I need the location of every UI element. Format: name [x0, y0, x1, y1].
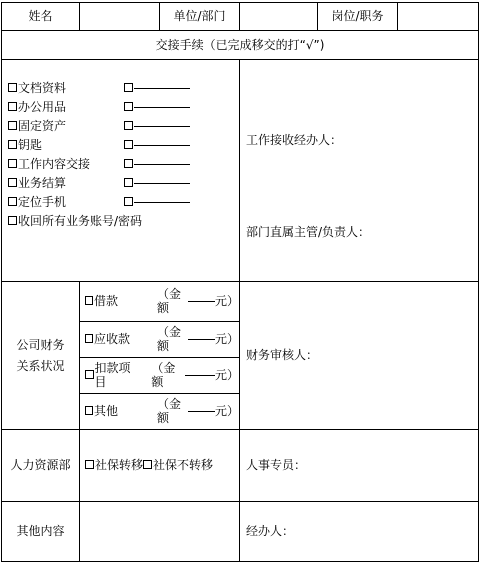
blank-line[interactable] [134, 202, 190, 203]
blank-line[interactable] [134, 145, 190, 146]
checklist-item [2, 79, 239, 98]
checklist-item-label: 办公用品 [18, 100, 67, 115]
social-insurance-no-transfer: 社保不转移 [153, 458, 214, 473]
checkbox-icon[interactable] [124, 83, 133, 92]
checklist-item [2, 98, 239, 117]
checkbox-icon[interactable] [85, 460, 94, 469]
blank-line[interactable] [134, 183, 190, 184]
checkbox-icon[interactable] [8, 178, 17, 187]
amount-suffix: 元） [214, 294, 239, 309]
handover-checklist [2, 60, 240, 282]
amount-blank[interactable] [188, 301, 215, 302]
checkbox-icon[interactable] [124, 197, 133, 206]
checkbox-icon[interactable] [8, 102, 17, 111]
amount-suffix: 元） [214, 367, 239, 382]
checklist-item [2, 117, 239, 136]
checkbox-icon[interactable] [85, 406, 93, 415]
checkbox-icon[interactable] [8, 197, 17, 206]
checklist-item-label: 工作内容交接 [18, 157, 91, 172]
checkbox-icon[interactable] [8, 159, 17, 168]
amount-prefix: （金额 [151, 360, 176, 389]
receiver-label: 工作接收经办人： [246, 133, 343, 147]
finance-label-line-1: 公司财务 [16, 337, 65, 352]
checklist-item-label: 固定资产 [18, 119, 67, 134]
finance-auditor-label: 财务审核人： [240, 282, 479, 430]
finance-item-label: 借款 [93, 294, 118, 309]
finance-item [80, 393, 239, 429]
blank-line[interactable] [134, 164, 190, 165]
dept-head-label: 部门直属主管/负责人： [246, 225, 371, 240]
other-section-label: 其他内容 [2, 502, 80, 562]
position-label: 岗位/职务 [318, 3, 398, 31]
checklist-item [2, 212, 239, 231]
checkbox-icon[interactable] [124, 178, 133, 187]
checklist-item [2, 136, 239, 155]
name-field[interactable] [80, 3, 160, 31]
checkbox-icon[interactable] [8, 216, 17, 225]
checkbox-icon[interactable] [124, 121, 133, 130]
finance-item [80, 282, 239, 321]
handler-label: 经办人： [240, 502, 479, 562]
checkbox-icon[interactable] [85, 296, 93, 305]
other-content-field[interactable] [80, 502, 240, 562]
checkbox-icon[interactable] [124, 140, 133, 149]
name-label: 姓名 [2, 3, 80, 31]
finance-item-label: 应收款 [93, 331, 130, 346]
checklist-item-label: 定位手机 [18, 195, 67, 210]
amount-suffix: 元） [214, 404, 239, 419]
checklist-item [2, 155, 239, 174]
amount-prefix: （金额 [156, 324, 181, 353]
form-table [1, 2, 479, 562]
checkbox-icon[interactable] [8, 83, 17, 92]
blank-line[interactable] [134, 126, 190, 127]
checkbox-icon[interactable] [124, 102, 133, 111]
checklist-item-label: 钥匙 [18, 138, 43, 153]
position-field[interactable] [398, 3, 479, 31]
handover-signatures [240, 60, 479, 282]
blank-line[interactable] [134, 88, 190, 89]
finance-item-label: 扣款项目 [94, 360, 131, 389]
finance-label-line-2: 关系状况 [16, 358, 65, 373]
amount-prefix: （金额 [156, 396, 181, 426]
blank-line[interactable] [134, 107, 190, 108]
checklist-item [2, 193, 239, 212]
checkbox-icon[interactable] [85, 370, 94, 379]
amount-blank[interactable] [185, 375, 215, 376]
checkbox-icon[interactable] [143, 460, 152, 469]
amount-suffix: 元） [214, 331, 239, 346]
checkbox-icon[interactable] [8, 140, 17, 149]
finance-item [80, 321, 239, 357]
amount-blank[interactable] [188, 411, 215, 412]
hr-specialist-label: 人事专员： [240, 430, 479, 502]
social-insurance-transfer: 社保转移 [95, 458, 144, 473]
finance-items [80, 282, 240, 430]
finance-items-table [80, 282, 239, 429]
unit-label: 单位/部门 [160, 3, 240, 31]
checkbox-icon[interactable] [85, 334, 93, 343]
amount-prefix: （金额 [156, 286, 181, 316]
finance-section-label [2, 282, 80, 430]
checklist-item [2, 174, 239, 193]
checklist-item-label: 收回所有业务账号/密码 [18, 214, 143, 229]
hr-section-label: 人力资源部 [2, 430, 80, 502]
amount-blank[interactable] [188, 339, 215, 340]
finance-item-label: 其他 [93, 404, 118, 419]
hr-options [80, 430, 240, 502]
finance-item [80, 357, 239, 393]
checkbox-icon[interactable] [124, 159, 133, 168]
handover-title: 交接手续（已完成移交的打“√”) [2, 31, 479, 60]
checkbox-icon[interactable] [8, 121, 17, 130]
checklist-item-label: 业务结算 [18, 176, 67, 191]
checklist-item-label: 文档资料 [18, 81, 67, 96]
unit-field[interactable] [240, 3, 318, 31]
